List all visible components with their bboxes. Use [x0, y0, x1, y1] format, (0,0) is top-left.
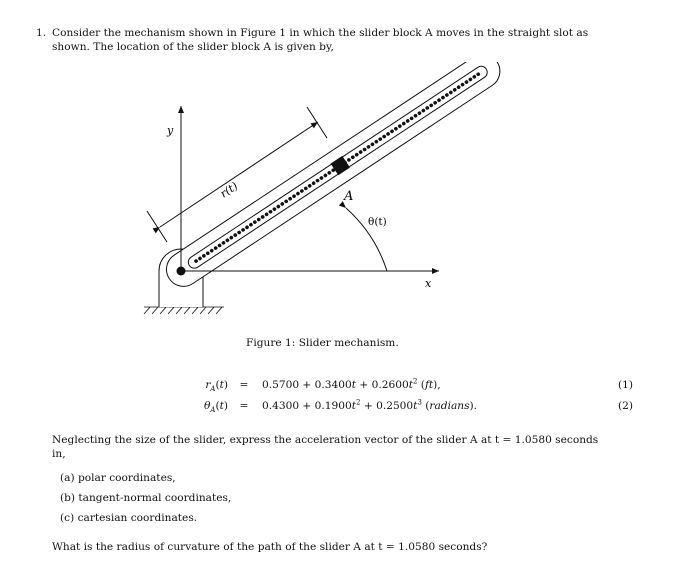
problem-intro	[52, 26, 652, 54]
label-r: r(t)	[217, 179, 241, 201]
question-text	[52, 433, 642, 461]
equation-1-lhs: $r_A(t)$	[205, 379, 228, 394]
final-question: What is the radius of curvature of the path of the slider A at t = 1.0580 seconds?	[52, 541, 488, 553]
part-b: (b) tangent-normal coordinates,	[60, 492, 232, 504]
figure-caption: Figure 1: Slider mechanism.	[246, 337, 399, 349]
slider-mechanism-figure	[130, 62, 530, 322]
question-line1: Neglecting the size of the slider, express the acceleration vector of the slider A at t = 1.0580 seconds	[52, 434, 599, 446]
part-a: (a) polar coordinates,	[60, 472, 176, 484]
problem-intro-line1: Consider the mechanism shown in Figure 1 in which the slider block A moves in the straight slot as	[52, 27, 589, 39]
problem-number: 1.	[36, 27, 47, 39]
equation-1-number: (1)	[618, 379, 634, 391]
r-extension-start	[147, 211, 167, 242]
label-x: x	[425, 277, 432, 290]
equation-2-lhs: $\theta_A(t)$	[204, 400, 228, 415]
problem-intro-line2: shown. The location of the slider block A is given by,	[52, 41, 334, 53]
label-A: A	[344, 189, 354, 204]
question-line2: in,	[52, 448, 66, 460]
slotted-arm	[160, 62, 506, 293]
equation-2-rhs: $0.4300 + 0.1900t^2 + 0.2500t^3$ (radians).	[262, 398, 478, 412]
ground-hatch	[144, 307, 224, 314]
equation-1	[0, 379, 675, 393]
label-y: y	[167, 124, 174, 137]
equation-1-equals: =	[239, 379, 249, 391]
label-theta: θ(t)	[368, 216, 387, 228]
part-c: (c) cartesian coordinates.	[60, 512, 198, 524]
equation-1-rhs: $0.5700 + 0.3400t + 0.2600t^2$ (ft),	[262, 377, 441, 391]
equation-2	[0, 400, 675, 414]
equation-2-number: (2)	[618, 400, 634, 412]
equation-2-equals: =	[239, 400, 249, 412]
